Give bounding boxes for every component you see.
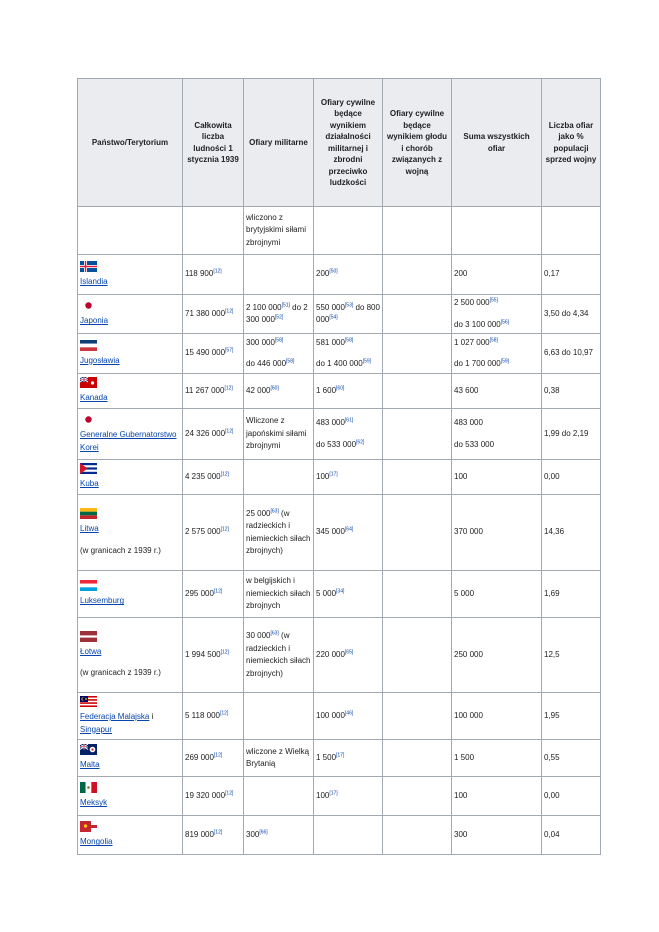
- citation-link[interactable]: [12]: [213, 829, 223, 836]
- civil-cell: 200[50]: [314, 255, 383, 295]
- citation-link[interactable]: [56]: [500, 318, 510, 325]
- table-row: [78, 334, 601, 374]
- citation-link[interactable]: [61]: [344, 417, 354, 424]
- country-link[interactable]: Meksyk: [80, 798, 108, 808]
- country-cell: [78, 816, 183, 855]
- country-link[interactable]: Mongolia: [80, 837, 113, 847]
- citation-link[interactable]: [66]: [259, 829, 268, 836]
- country-link[interactable]: Singapur: [80, 724, 113, 734]
- citation-link[interactable]: [58]: [344, 336, 354, 343]
- citation-link[interactable]: [12]: [224, 385, 233, 392]
- table-row: [78, 571, 601, 618]
- citation-link[interactable]: [60]: [270, 385, 279, 392]
- table-row: [78, 255, 601, 295]
- citation-link[interactable]: [17]: [329, 790, 338, 797]
- total-cell: 1 500: [452, 740, 542, 777]
- header-country[interactable]: Państwo/Terytorium: [78, 79, 183, 207]
- military-cell: Wliczone z japońskimi siłami zbrojnymi: [244, 409, 314, 460]
- cuba-flag-icon: [80, 463, 97, 474]
- country-link[interactable]: Islandia: [80, 276, 108, 286]
- total-cell: 43 600: [452, 374, 542, 409]
- total-cell: 250 000: [452, 618, 542, 693]
- country-link[interactable]: Luksemburg: [80, 596, 125, 606]
- citation-link[interactable]: [12]: [225, 428, 234, 435]
- percent-cell: 1,69: [542, 571, 601, 618]
- percent-cell: 0,00: [542, 460, 601, 495]
- percent-cell: 12,5: [542, 618, 601, 693]
- country-link[interactable]: Kuba: [80, 479, 99, 489]
- population-cell: 19 320 000[12]: [183, 777, 244, 816]
- country-cell: [78, 409, 183, 460]
- citation-link[interactable]: [50]: [329, 268, 338, 275]
- country-cell: [78, 255, 183, 295]
- military-cell: 300[66]: [244, 816, 314, 855]
- population-cell: 11 267 000[12]: [183, 374, 244, 409]
- population-cell: 5 118 000[12]: [183, 693, 244, 740]
- country-cell: [78, 495, 183, 571]
- table-row: [78, 374, 601, 409]
- mongolia-flag-icon: [80, 821, 97, 832]
- malaya-flag-icon: [80, 696, 97, 707]
- country-cell: Federacja Malajska i Singapur: [78, 693, 183, 740]
- table-row: [78, 495, 601, 571]
- population-cell: 295 000[12]: [183, 571, 244, 618]
- header-total[interactable]: Suma wszystkich ofiar: [452, 79, 542, 207]
- country-link[interactable]: Malta: [80, 760, 100, 770]
- casualties-table: [77, 78, 601, 855]
- table-row: [78, 693, 601, 740]
- citation-link[interactable]: [65]: [344, 649, 354, 656]
- country-cell: [78, 740, 183, 777]
- total-cell: 300: [452, 816, 542, 855]
- luxembourg-flag-icon: [80, 580, 97, 591]
- civil-cell: 1 600[60]: [314, 374, 383, 409]
- percent-cell: 0,38: [542, 374, 601, 409]
- total-cell: 5 000: [452, 571, 542, 618]
- header-row: [78, 79, 601, 207]
- citation-link[interactable]: [34]: [336, 588, 345, 595]
- citation-link[interactable]: [12]: [213, 588, 223, 595]
- table-row: [78, 618, 601, 693]
- total-cell: 1 027 000[58] do 1 700 000[59]: [452, 334, 542, 374]
- japan-flag-icon: [80, 300, 97, 311]
- header-military[interactable]: Ofiary militarne: [244, 79, 314, 207]
- percent-cell: 0,04: [542, 816, 601, 855]
- military-cell: 300 000[58] do 446 000[58]: [244, 334, 314, 374]
- military-cell: wliczone z Wielką Brytanią: [244, 740, 314, 777]
- military-cell: 2 100 000[51] do 2 300 000[52]: [244, 295, 314, 334]
- civil-cell: 100 000[46]: [314, 693, 383, 740]
- population-cell: 819 000[12]: [183, 816, 244, 855]
- population-cell: 24 326 000[12]: [183, 409, 244, 460]
- percent-cell: 0,00: [542, 777, 601, 816]
- citation-link[interactable]: [12]: [213, 268, 222, 275]
- table-row: [78, 816, 601, 855]
- citation-link[interactable]: [17]: [329, 471, 338, 478]
- country-link[interactable]: Generalne Gubernatorstwo Korei: [80, 430, 177, 452]
- country-cell: [78, 618, 183, 693]
- total-cell: 483 000 do 533 000: [452, 409, 542, 460]
- table-row: [78, 460, 601, 495]
- table-row: [78, 295, 601, 334]
- iceland-flag-icon: [80, 261, 97, 272]
- civil-cell: 5 000[34]: [314, 571, 383, 618]
- civil-cell: 100[17]: [314, 460, 383, 495]
- citation-link[interactable]: [59]: [362, 358, 372, 365]
- border-note: (w granicach z 1939 r.): [80, 545, 161, 555]
- citation-link[interactable]: [12]: [220, 526, 229, 533]
- citation-link[interactable]: [64]: [344, 526, 354, 533]
- population-cell: 269 000[12]: [183, 740, 244, 777]
- citation-link[interactable]: [58]: [274, 336, 284, 343]
- population-cell: 118 900[12]: [183, 255, 244, 295]
- population-cell: 15 490 000[57]: [183, 334, 244, 374]
- mexico-flag-icon: [80, 782, 97, 793]
- civil-cell: 345 000[64]: [314, 495, 383, 571]
- civil-cell: 1 500[17]: [314, 740, 383, 777]
- country-link[interactable]: Federacja Malajska: [80, 712, 150, 721]
- citation-link[interactable]: [51]: [281, 301, 290, 308]
- civil-cell: 100[17]: [314, 777, 383, 816]
- canada-flag-icon: [80, 377, 97, 388]
- total-cell: 100: [452, 777, 542, 816]
- citation-link[interactable]: [55]: [489, 297, 498, 304]
- malta-flag-icon: [80, 744, 97, 755]
- header-percent[interactable]: Liczba ofiar jako % populacji sprzed wojny: [542, 79, 601, 207]
- total-cell: 370 000: [452, 495, 542, 571]
- country-link[interactable]: Łotwa: [80, 646, 102, 656]
- country-cell: [78, 374, 183, 409]
- citation-link[interactable]: [12]: [225, 308, 234, 315]
- civil-cell: 220 000[65]: [314, 618, 383, 693]
- latvia-flag-icon: [80, 631, 97, 642]
- table-row: [78, 740, 601, 777]
- percent-cell: 6,63 do 10,97: [542, 334, 601, 374]
- citation-link[interactable]: [57]: [225, 347, 234, 354]
- percent-cell: 1,99 do 2,19: [542, 409, 601, 460]
- percent-cell: 1,95: [542, 693, 601, 740]
- table-row: [78, 409, 601, 460]
- citation-link[interactable]: [52]: [274, 314, 284, 321]
- total-cell: 100: [452, 460, 542, 495]
- country-cell: [78, 777, 183, 816]
- citation-link[interactable]: [12]: [220, 649, 229, 656]
- population-cell: 2 575 000[12]: [183, 495, 244, 571]
- percent-cell: 14,36: [542, 495, 601, 571]
- population-cell: 4 235 000[12]: [183, 460, 244, 495]
- country-cell: [78, 334, 183, 374]
- citation-link[interactable]: [63]: [270, 507, 279, 514]
- civil-cell: 550 000[53] do 800 000[54]: [314, 295, 383, 334]
- table-row: [78, 777, 601, 816]
- country-link[interactable]: Litwa: [80, 524, 99, 533]
- country-cell: [78, 295, 183, 334]
- table-row: [78, 207, 601, 255]
- yugoslavia-flag-icon: [80, 340, 97, 351]
- country-cell: [78, 460, 183, 495]
- japan-flag-icon: [80, 414, 97, 425]
- country-cell: [78, 571, 183, 618]
- header-civil-famine[interactable]: Ofiary cywilne będące wynikiem głodu i chorób związanych z wojną: [383, 79, 452, 207]
- citation-link[interactable]: [58]: [489, 336, 498, 343]
- military-cell: 25 000[63] (w radzieckich i niemieckich siłach zbrojnych): [244, 495, 314, 571]
- citation-link[interactable]: [54]: [329, 314, 338, 321]
- citation-link[interactable]: [17]: [336, 752, 345, 759]
- header-civil-military[interactable]: Ofiary cywilne będące wynikiem działalności militarnej i zbrodni przeciwko ludzkości: [314, 79, 383, 207]
- citation-link[interactable]: [12]: [225, 790, 234, 797]
- total-cell: 100 000: [452, 693, 542, 740]
- citation-link[interactable]: [60]: [336, 385, 345, 392]
- citation-link[interactable]: [46]: [344, 710, 354, 717]
- percent-cell: 0,17: [542, 255, 601, 295]
- percent-cell: 0,55: [542, 740, 601, 777]
- population-cell: 1 994 500[12]: [183, 618, 244, 693]
- citation-link[interactable]: [62]: [356, 438, 365, 445]
- citation-link[interactable]: [58]: [286, 358, 295, 365]
- country-link[interactable]: Jugosławia: [80, 355, 120, 365]
- country-link[interactable]: Japonia: [80, 316, 109, 326]
- percent-cell: 3,50 do 4,34: [542, 295, 601, 334]
- military-cell: w belgijskich i niemieckich siłach zbrojnych: [244, 571, 314, 618]
- total-cell: 200: [452, 255, 542, 295]
- citation-link[interactable]: [63]: [270, 630, 279, 637]
- citation-link[interactable]: [12]: [220, 471, 229, 478]
- citation-link[interactable]: [59]: [500, 358, 510, 365]
- lithuania-flag-icon: [80, 508, 97, 519]
- country-link[interactable]: Kanada: [80, 393, 108, 403]
- border-note: (w granicach z 1939 r.): [80, 668, 161, 677]
- header-population[interactable]: Całkowita liczba ludności 1 stycznia 1939: [183, 79, 244, 207]
- military-cell: 42 000[60]: [244, 374, 314, 409]
- population-cell: 71 380 000[12]: [183, 295, 244, 334]
- military-cell: wliczono z brytyjskimi siłami zbrojnymi: [244, 207, 314, 255]
- total-cell: 2 500 000[55] do 3 100 000[56]: [452, 295, 542, 334]
- civil-cell: 483 000[61] do 533 000[62]: [314, 409, 383, 460]
- military-cell: 30 000[63] (w radzieckich i niemieckich siłach zbrojnych): [244, 618, 314, 693]
- citation-link[interactable]: [12]: [213, 752, 223, 759]
- civil-cell: 581 000[58] do 1 400 000[59]: [314, 334, 383, 374]
- citation-link[interactable]: [53]: [344, 301, 354, 308]
- citation-link[interactable]: [12]: [220, 710, 229, 717]
